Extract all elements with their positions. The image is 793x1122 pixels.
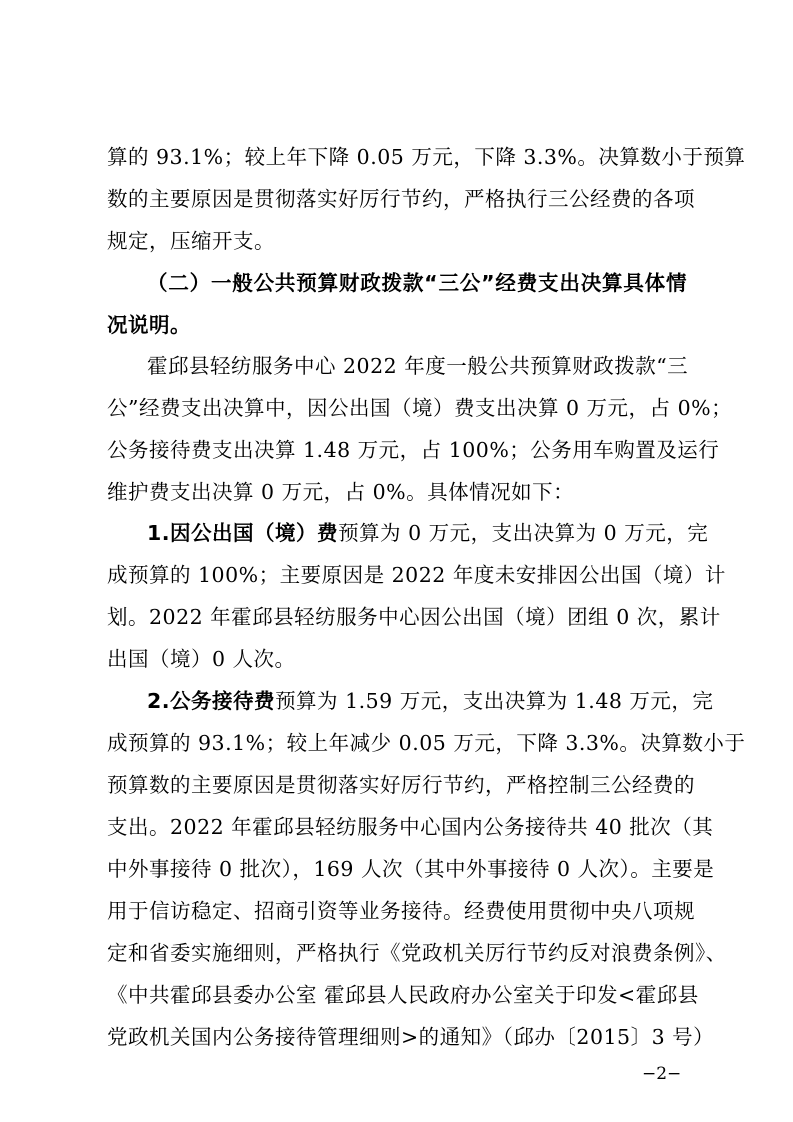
text-line: 成预算的 100%；主要原因是 2022 年度未安排因公出国（境）计: [107, 563, 726, 587]
text-line: 用于信访稳定、招商引资等业务接待。经费使用贯彻中央八项规: [107, 899, 695, 923]
text-line: 《中共霍邱县委办公室 霍邱县人民政府办公室关于印发<霍邱县: [107, 983, 699, 1007]
text-line: 预算数的主要原因是贯彻落实好厉行节约，严格控制三公经费的: [107, 773, 695, 797]
text-line: 党政机关国内公务接待管理细则>的通知》（邱办〔2015〕3 号）: [107, 1025, 715, 1049]
item-1-text: 预算为 0 万元，支出决算为 0 万元，完: [338, 521, 709, 545]
text-line: 霍邱县轻纺服务中心 2022 年度一般公共预算财政拨款“三: [147, 354, 689, 378]
text-line: 维护费支出决算 0 万元，占 0%。具体情况如下：: [107, 480, 575, 504]
section-heading: （二）一般公共预算财政拨款“三公”经费支出决算具体情: [147, 271, 687, 295]
item-2-line: [147, 682, 714, 720]
item-1-line: [147, 514, 709, 552]
text-line: 支出。2022 年霍邱县轻纺服务中心国内公务接待共 40 批次（其: [107, 815, 714, 839]
item-1-label: 1.因公出国（境）费: [147, 521, 339, 545]
text-line: 数的主要原因是贯彻落实好厉行节约，严格执行三公经费的各项: [107, 187, 695, 211]
text-line: 定和省委实施细则，严格执行《党政机关厉行节约反对浪费条例》、: [107, 941, 727, 965]
text-line: 成预算的 93.1%；较上年减少 0.05 万元，下降 3.3%。决算数小于: [107, 731, 746, 755]
section-heading: 况说明。: [107, 313, 191, 337]
text-line: 公务接待费支出决算 1.48 万元，占 100%；公务用车购置及运行: [107, 438, 720, 462]
text-line: 规定，压缩开支。: [107, 229, 275, 253]
text-line: 中外事接待 0 批次），169 人次（其中外事接待 0 人次）。主要是: [107, 857, 715, 881]
item-2-label: 2.公务接待费: [147, 689, 276, 713]
text-line: 出国（境）0 人次。: [107, 647, 296, 671]
item-2-text: 预算为 1.59 万元，支出决算为 1.48 万元，完: [275, 689, 714, 713]
text-line: 划。2022 年霍邱县轻纺服务中心因公出国（境）团组 0 次，累计: [107, 605, 721, 629]
text-line: 算的 93.1%；较上年下降 0.05 万元，下降 3.3%。决算数小于预算: [107, 145, 746, 169]
page-number: −2−: [642, 1064, 682, 1084]
text-line: 公”经费支出决算中，因公出国（境）费支出决算 0 万元，占 0%；: [107, 396, 733, 420]
